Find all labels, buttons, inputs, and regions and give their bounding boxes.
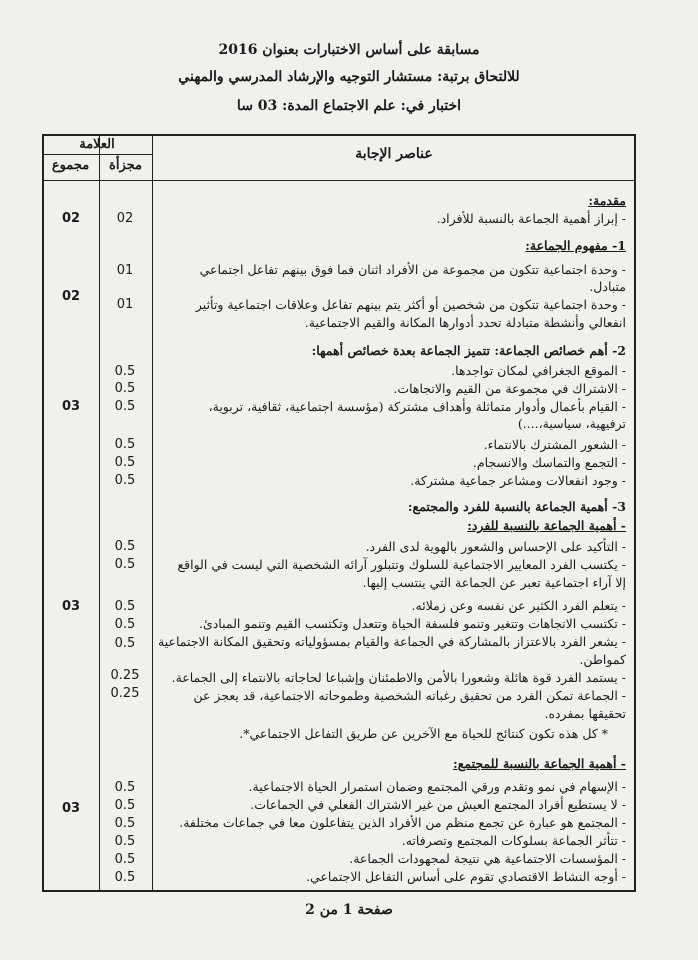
s3-subtitle: - أهمية الجماعة بالنسبة للفرد: <box>467 518 626 533</box>
mark-s4f: 0.5 <box>114 870 136 885</box>
mark-s3b: 0.5 <box>114 557 136 572</box>
total-s4: 03 <box>61 801 81 816</box>
mark-s4e: 0.5 <box>114 852 136 867</box>
mark-s3c: 0.5 <box>114 599 136 614</box>
mark-s2f: 0.5 <box>114 473 136 488</box>
s3-item-g: - الجماعة تمكن الفرد من تحقيق رغباته الشخصية وطموحاته الاجتماعية، قد يعجز عن <box>193 688 626 703</box>
exam-rank: للالتحاق برتبة: مستشار التوجيه والإرشاد المدرسي والمهني <box>178 69 520 85</box>
s3-item-e: - يشعر الفرد بالاعتزاز بالمشاركة في الجماعة والقيام بمسؤولياته وتحقيق المكانة الاجتماعية <box>158 634 626 649</box>
mark-s3d: 0.5 <box>114 617 136 632</box>
s3-note: * كل هذه تكون كنتائج للحياة مع الآخرين عن طريق التفاعل الاجتماعي*. <box>239 726 608 741</box>
total-header: مجموع <box>51 158 90 173</box>
s3-item-d: - تكتسب الاتجاهات وتتغير وتنمو فلسفة الحياة وتتعدل وتكتسب القيم وتنمو المبادئ. <box>198 616 626 631</box>
mark-s4b: 0.5 <box>114 798 136 813</box>
s1-item-b-cont: انفعالي وأنشطة متبادلة تحدد أدوارها المكانة والقيم الاجتماعية. <box>304 315 626 330</box>
mark-s3e: 0.5 <box>114 636 136 651</box>
s2-item-d: - الشعور المشترك بالانتماء. <box>483 437 626 452</box>
s2-item-e: - التجمع والتماسك والانسجام. <box>472 455 626 470</box>
mark-s3f: 0.25 <box>110 668 140 683</box>
s1-item-a-cont: متبادل. <box>589 279 626 294</box>
intro-item: - إبراز أهمية الجماعة بالنسبة للأفراد. <box>436 211 626 226</box>
mark-header: العلامة <box>79 137 115 152</box>
intro-title: مقدمة: <box>588 193 626 208</box>
page-number: صفحة 1 من 2 <box>305 902 393 918</box>
s2-item-c-cont: ترفيهية، سياسية،....) <box>517 416 626 431</box>
col-divider-answer <box>152 134 153 892</box>
header-row-divider <box>42 180 636 181</box>
mark-s2b: 0.5 <box>114 381 136 396</box>
mark-s2c: 0.5 <box>114 399 136 414</box>
mark-intro: 02 <box>116 211 134 226</box>
s2-item-c: - القيام بأعمال وأدوار متماثلة وأهداف مشتركة (مؤسسة اجتماعية، ثقافية، تربوية، <box>208 399 626 414</box>
s3-item-g-cont: تحقيقها بمفرده. <box>544 706 626 721</box>
total-s3: 03 <box>61 599 81 614</box>
s4-item-f: - أوجه النشاط الاقتصادي تقوم على أساس التفاعل الاجتماعي. <box>306 869 626 884</box>
mark-s4c: 0.5 <box>114 816 136 831</box>
mark-header-divider <box>42 154 152 155</box>
s2-title: 2- أهم خصائص الجماعة: تتميز الجماعة بعدة خصائص أهمها: <box>311 343 626 358</box>
total-s2: 03 <box>61 399 81 414</box>
s2-item-a: - الموقع الجغرافي لمكان تواجدها. <box>451 363 626 378</box>
mark-s2d: 0.5 <box>114 437 136 452</box>
s3-title: 3- أهمية الجماعة بالنسبة للفرد والمجتمع: <box>407 499 626 514</box>
total-intro: 02 <box>61 211 81 226</box>
s1-item-b: - وحدة اجتماعية تتكون من شخصين أو أكثر يتم بينهم تفاعل وعلاقات اجتماعية وتأثير <box>195 297 626 312</box>
mark-s1b: 01 <box>116 297 134 312</box>
s4-item-e: - المؤسسات الاجتماعية هي نتيجة لمجهودات الجماعة. <box>349 851 626 866</box>
s3-item-b-cont: إلا آراء اجتماعية تعبر عن الجماعة التي ينتسب إليها. <box>362 575 626 590</box>
s2-item-b: - الاشتراك في مجموعة من القيم والاتجاهات. <box>393 381 626 396</box>
exam-title: مسابقة على أساس الاختبارات بعنوان 2016 <box>218 42 480 58</box>
exam-subject-duration: اختبار في: علم الاجتماع المدة: 03 سا <box>236 98 462 114</box>
mark-s1a: 01 <box>116 263 134 278</box>
s4-item-c: - المجتمع هو عبارة عن تجمع منظم من الأفراد الذين يتفاعلون معا في جماعات مختلفة. <box>179 815 626 830</box>
partial-header: مجزأة <box>109 158 142 173</box>
s4-subtitle: - أهمية الجماعة بالنسبة للمجتمع: <box>453 756 626 771</box>
s3-item-f: - يستمد الفرد قوة هائلة وشعورا بالأمن والاطمئنان وإشباعا لحاجاته بالانتماء إلى الجماعة. <box>171 670 626 685</box>
total-s1: 02 <box>61 289 81 304</box>
mark-s4a: 0.5 <box>114 780 136 795</box>
s3-item-b: - يكتسب الفرد المعايير الاجتماعية للسلوك وتتبلور آرائه الشخصية التي ليست في الواقع <box>177 557 626 572</box>
mark-s2a: 0.5 <box>114 364 136 379</box>
s3-item-c: - يتعلم الفرد الكثير عن نفسه وعن زملائه. <box>411 598 626 613</box>
mark-s4d: 0.5 <box>114 834 136 849</box>
s4-item-b: - لا يستطيع أفراد المجتمع العيش من غير الاشتراك الفعلي في الجماعات. <box>250 797 626 812</box>
answer-header: عناصر الإجابة <box>355 146 433 162</box>
mark-s2e: 0.5 <box>114 455 136 470</box>
mark-s3a: 0.5 <box>114 539 136 554</box>
s2-item-f: - وجود انفعالات ومشاعر جماعية مشتركة. <box>410 473 626 488</box>
col-divider-total <box>99 134 100 892</box>
s4-item-a: - الإسهام في نمو وتقدم ورقي المجتمع وضمان استمرار الحياة الاجتماعية. <box>248 779 626 794</box>
s1-title: 1- مفهوم الجماعة: <box>525 238 626 253</box>
s3-item-a: - التأكيد على الإحساس والشعور بالهوية لدى الفرد. <box>365 539 626 554</box>
s1-item-a: - وحدة اجتماعية تتكون من مجموعة من الأفراد اثنان فما فوق بينهم تفاعل اجتماعي <box>199 262 626 277</box>
s3-item-e-cont: كمواطن. <box>579 652 626 667</box>
s4-item-d: - تتأثر الجماعة بسلوكات المجتمع وتصرفاته. <box>401 833 626 848</box>
mark-s3g: 0.25 <box>110 686 140 701</box>
